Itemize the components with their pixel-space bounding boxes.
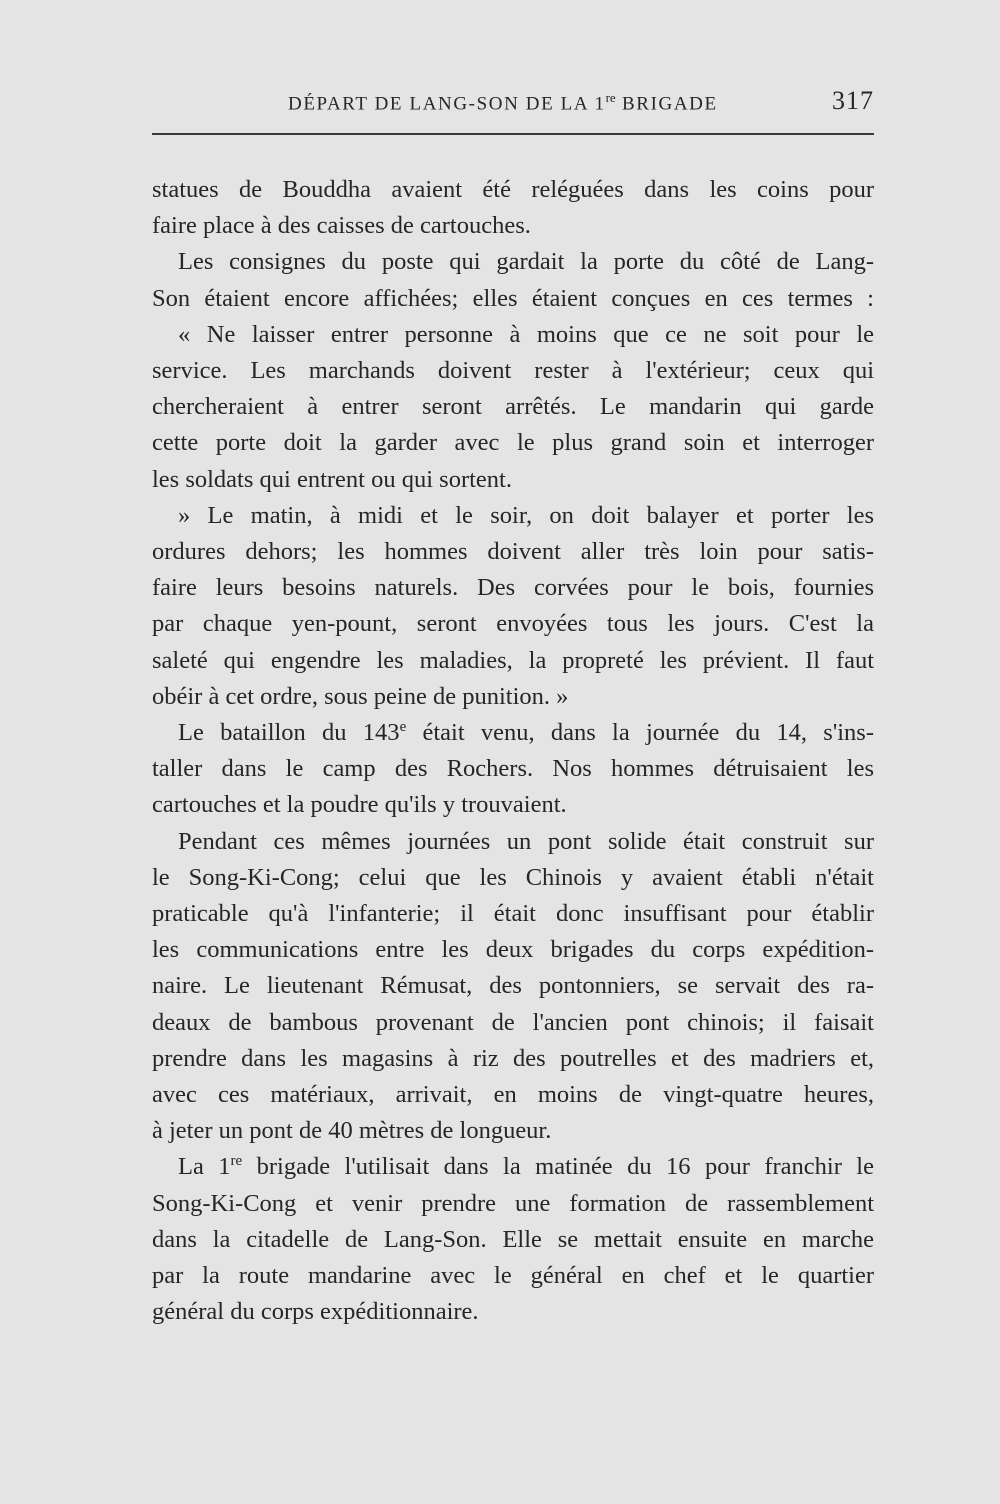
running-title: DÉPART DE LANG-SON DE LA 1re BRIGADE <box>288 90 718 115</box>
text-line: cartouches et la poudre qu'ils y trouvaient. <box>152 791 567 819</box>
page-header <box>152 88 874 122</box>
text-line: service. Les marchands doivent rester à l'extérieur; ceux qui <box>152 357 874 385</box>
text-line: le Song-Ki-Cong; celui que les Chinois y avaient établi n'était <box>152 863 874 891</box>
text-line: « Ne laisser entrer personne à moins que ce ne soit pour le <box>178 320 874 348</box>
text-line: faire place à des caisses de cartouches. <box>152 212 531 240</box>
text-line: les soldats qui entrent ou qui sortent. <box>152 465 512 493</box>
text-line: dans la citadelle de Lang-Son. Elle se mettait ensuite en marche <box>152 1225 874 1253</box>
text-line: deaux de bambous provenant de l'ancien pont chinois; il faisait <box>152 1008 874 1036</box>
text-line: par chaque yen-pount, seront envoyées tous les jours. C'est la <box>152 610 874 638</box>
text-line: général du corps expéditionnaire. <box>152 1298 479 1326</box>
header-rule <box>152 133 874 135</box>
text-line: avec ces matériaux, arrivait, en moins de vingt-quatre heures, <box>152 1081 874 1109</box>
text-line: obéir à cet ordre, sous peine de punition. » <box>152 682 569 710</box>
text-line: saleté qui engendre les maladies, la propreté les prévient. Il faut <box>152 646 874 674</box>
text-line: ordures dehors; les hommes doivent aller très loin pour satis- <box>152 538 874 566</box>
text-line: Song-Ki-Cong et venir prendre une formation de rassemblement <box>152 1189 874 1217</box>
text-line: les communications entre les deux brigades du corps expédition- <box>152 936 874 964</box>
text-line: » Le matin, à midi et le soir, on doit balayer et porter les <box>178 501 874 529</box>
body-text <box>152 172 874 1331</box>
text-line: par la route mandarine avec le général en chef et le quartier <box>152 1262 874 1290</box>
text-line: praticable qu'à l'infanterie; il était donc insuffisant pour établir <box>152 900 874 928</box>
text-line: statues de Bouddha avaient été reléguées dans les coins pour <box>152 176 874 203</box>
text-line: naire. Le lieutenant Rémusat, des pontonniers, se servait des ra- <box>152 972 874 1000</box>
text-line: taller dans le camp des Rochers. Nos hommes détruisaient les <box>152 755 874 783</box>
text-line: chercheraient à entrer seront arrêtés. Le mandarin qui garde <box>152 393 874 421</box>
text-line: à jeter un pont de 40 mètres de longueur. <box>152 1117 552 1145</box>
text-line: faire leurs besoins naturels. Des corvées pour le bois, fournies <box>152 574 874 602</box>
text-line: Les consignes du poste qui gardait la porte du côté de Lang- <box>178 248 874 276</box>
page-number: 317 <box>832 86 874 115</box>
text-line: Son étaient encore affichées; elles étaient conçues en ces termes : <box>152 284 874 312</box>
text-line: La 1re brigade l'utilisait dans la matinée du 16 pour franchir le <box>178 1153 874 1181</box>
text-line: Le bataillon du 143e était venu, dans la journée du 14, s'ins- <box>178 718 874 747</box>
text-line: prendre dans les magasins à riz des poutrelles et des madriers et, <box>152 1044 874 1072</box>
text-line: cette porte doit la garder avec le plus grand soin et interroger <box>152 429 874 457</box>
text-line: Pendant ces mêmes journées un pont solide était construit sur <box>178 827 874 855</box>
